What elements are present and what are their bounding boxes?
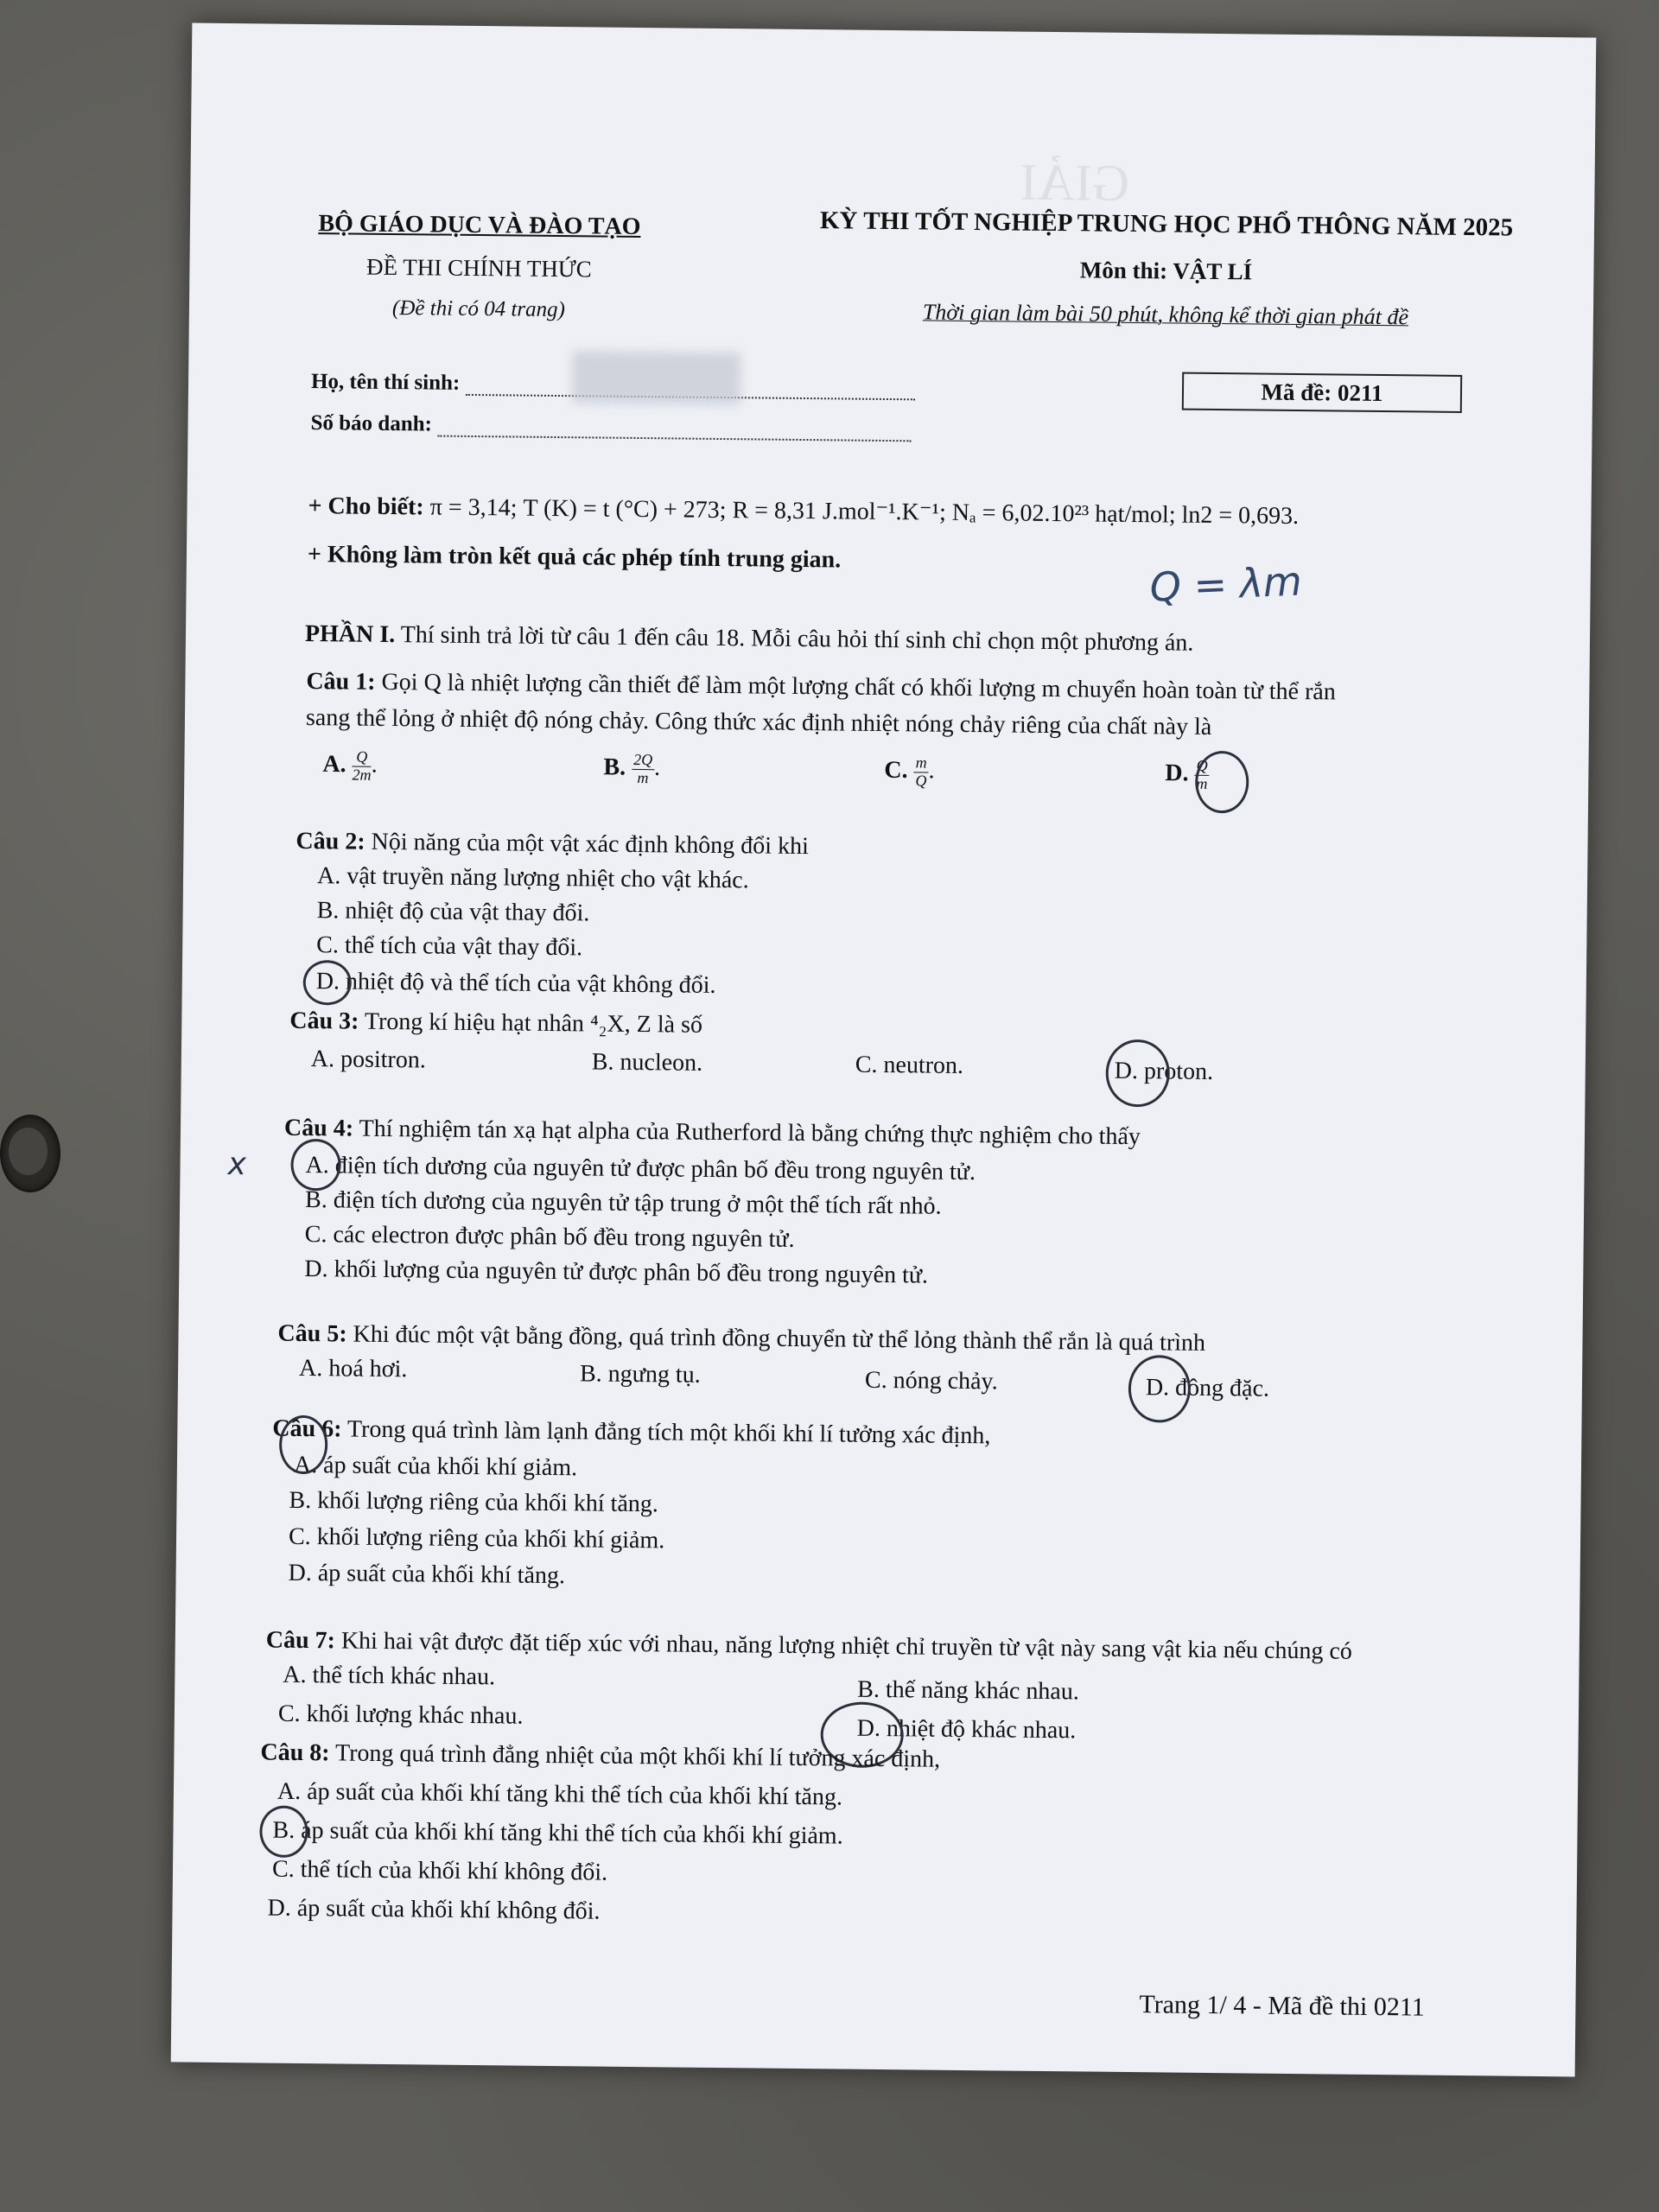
q6-option-c: C. khối lượng riêng của khối khí giảm. <box>288 1522 665 1554</box>
q4-option-d: D. khối lượng của nguyên tử được phân bố đều trong nguyên tử. <box>304 1255 929 1289</box>
q1-option-a: A. $\frac{Q}{2m}$ . <box>322 747 378 784</box>
exam-title: KỲ THI TỐT NGHIỆP TRUNG HỌC PHỔ THÔNG NĂM 2025 <box>819 207 1514 242</box>
page-footer: Trang 1/ 4 - Mã đề thi 0211 <box>1139 1990 1425 2022</box>
q3-text: Trong kí hiệu hạt nhân ⁴₂X, Z là số <box>364 1007 703 1039</box>
q3-option-a: A. positron. <box>310 1046 427 1074</box>
q3-stem <box>289 1007 702 1039</box>
q4-option-a: A. điện tích dương của nguyên tử được phân bố đều trong nguyên tử. <box>305 1152 976 1186</box>
q1-a-den: 2m <box>352 766 372 784</box>
q6-stem <box>272 1415 990 1451</box>
subject: Môn thi: VẬT LÍ <box>1079 257 1253 285</box>
ministry-name: BỘ GIÁO DỤC VÀ ĐÀO TẠO <box>318 210 641 241</box>
q4-label: Câu 4: <box>283 1114 354 1142</box>
q2-option-d: D. nhiệt độ và thể tích của vật không đổi. <box>315 968 716 999</box>
q1-a-fraction <box>352 749 371 785</box>
q8-option-b: B. áp suất của khối khí tăng khi thể tích của khối khí giảm. <box>272 1816 843 1850</box>
q4-option-c: C. các electron được phân bố đều trong nguyên tử. <box>304 1220 795 1253</box>
q7-option-c: C. khối lượng khác nhau. <box>277 1700 524 1730</box>
q1-b-den: m <box>637 768 649 786</box>
q1-text2: sang thể lỏng ở nhiệt độ nóng chảy. Công thức xác định nhiệt nóng chảy riêng của chất này là <box>305 703 1212 741</box>
q5-option-c: C. nóng chảy. <box>864 1366 998 1395</box>
q1-d-den: m <box>1196 774 1208 792</box>
q7-text: Khi hai vật được đặt tiếp xúc với nhau, năng lượng nhiệt chỉ truyền từ vật này sang vật kia nếu chúng có <box>340 1627 1353 1665</box>
q6-option-a: A. áp suất của khối khí giảm. <box>293 1451 578 1482</box>
part1-title: PHẦN I. <box>304 620 396 649</box>
name-label: Họ, tên thí sinh: <box>310 370 461 395</box>
q1-a-letter: A. <box>322 750 346 779</box>
q2-option-b: B. nhiệt độ của vật thay đổi. <box>316 897 590 927</box>
q4-text: Thí nghiệm tán xạ hạt alpha của Rutherford là bằng chứng thực nghiệm cho thấy <box>359 1115 1141 1151</box>
q1-c-den: Q <box>915 772 927 790</box>
header-right <box>742 206 1590 332</box>
handwritten-formula: Q = λm <box>1148 557 1303 611</box>
q1-label: Câu 1: <box>306 667 376 696</box>
q2-stem <box>296 828 809 861</box>
header-left <box>289 210 670 324</box>
q7-option-b: B. thế năng khác nhau. <box>857 1675 1079 1706</box>
answer-circle-q4 <box>290 1139 341 1192</box>
q5-option-d: D. đông đặc. <box>1145 1374 1270 1402</box>
official-label: ĐỀ THI CHÍNH THỨC <box>365 253 592 283</box>
given-line-2: + Không làm tròn kết quả các phép tính trung gian. <box>307 540 842 574</box>
part1-heading <box>305 620 1194 658</box>
given-label: + Cho biết: <box>308 492 424 521</box>
handwritten-x-mark: x <box>227 1147 247 1183</box>
q3-option-c: C. neutron. <box>855 1051 964 1079</box>
id-dots <box>437 435 911 442</box>
answer-circle-q1 <box>1195 751 1249 814</box>
q7-stem <box>266 1627 1352 1666</box>
q8-option-d: D. áp suất của khối khí không đổi. <box>267 1894 601 1925</box>
q1-text1: Gọi Q là nhiệt lượng cần thiết để làm một lượng chất có khối lượng m chuyển hoàn toàn từ thể rắn <box>381 668 1336 706</box>
q1-c-letter: C. <box>884 756 908 784</box>
q1-option-b: B. $\frac{2Q}{m}$ . <box>603 750 661 786</box>
q3-option-b: B. nucleon. <box>591 1048 703 1077</box>
q5-text: Khi đúc một vật bằng đồng, quá trình đồng chuyển từ thể lỏng thành thể rắn là quá trình <box>353 1320 1206 1357</box>
q1-b-fraction <box>632 752 654 787</box>
answer-circle-q5 <box>1128 1355 1192 1423</box>
q1-option-c: C. $\frac{m}{Q}$ . <box>884 753 935 790</box>
q1-a-num: Q <box>353 749 372 767</box>
given-line-1 <box>308 491 1299 531</box>
given-constants: π = 3,14; T (K) = t (°C) + 273; R = 8,31 J.mol⁻¹.K⁻¹; Nₐ = 6,02.10²³ hạt/mol; ln2 = 0,693. <box>429 493 1300 530</box>
q5-stem <box>277 1320 1205 1357</box>
time-note: Thời gian làm bài 50 phút, không kể thời gian phát đề <box>922 299 1409 330</box>
q1-d-num: Q <box>1195 758 1210 776</box>
answer-circle-q8 <box>259 1805 308 1858</box>
q1-c-num: m <box>914 754 929 772</box>
q2-option-a: A. vật truyền năng lượng nhiệt cho vật khác. <box>316 862 749 894</box>
q8-stem <box>260 1738 940 1773</box>
q8-text: Trong quá trình đẳng nhiệt của một khối khí lí tưởng xác định, <box>334 1739 941 1773</box>
answer-circle-q3 <box>1105 1039 1170 1108</box>
q8-label: Câu 8: <box>260 1738 330 1767</box>
q2-text: Nội năng của một vật xác định không đổi khi <box>371 828 809 861</box>
q1-text-line1 <box>306 668 1336 706</box>
q4-option-b: B. điện tích dương của nguyên tử tập trung ở một thể tích rất nhỏ. <box>304 1186 942 1220</box>
exam-page <box>171 23 1597 2077</box>
part1-instruction: Thí sinh trả lời từ câu 1 đến câu 18. Mỗi câu hỏi thí sinh chỉ chọn một phương án. <box>400 621 1194 657</box>
q7-label: Câu 7: <box>265 1626 336 1655</box>
q1-b-letter: B. <box>603 753 626 781</box>
q7-option-d: D. nhiệt độ khác nhau. <box>856 1714 1077 1745</box>
q3-label: Câu 3: <box>289 1007 359 1035</box>
redacted-name <box>572 351 741 404</box>
bleed-through-text: GIẢI <box>1020 153 1130 212</box>
q5-label: Câu 5: <box>277 1319 347 1348</box>
q8-option-c: C. thể tích của khối khí không đổi. <box>271 1855 608 1886</box>
q4-stem <box>284 1115 1141 1151</box>
q3-option-d: D. proton. <box>1114 1057 1214 1085</box>
q5-option-b: B. ngưng tụ. <box>579 1360 701 1389</box>
q5-option-a: A. hoá hơi. <box>298 1354 408 1383</box>
answer-circle-q2 <box>303 960 353 1006</box>
id-label: Số báo danh: <box>310 411 433 436</box>
q6-option-d: D. áp suất của khối khí tăng. <box>288 1559 566 1590</box>
q6-text: Trong quá trình làm lạnh đẳng tích một khối khí lí tưởng xác định, <box>346 1415 991 1450</box>
desk-screw-head <box>9 1128 48 1175</box>
id-field <box>310 411 911 442</box>
pages-note: (Đề thi có 04 trang) <box>391 296 566 322</box>
q2-label: Câu 2: <box>296 827 365 855</box>
exam-code-box: Mã đề: 0211 <box>1182 372 1462 413</box>
q6-option-b: B. khối lượng riêng của khối khí tăng. <box>289 1486 659 1518</box>
q1-c-fraction <box>913 754 928 790</box>
q7-option-a: A. thể tích khác nhau. <box>283 1661 496 1691</box>
q2-option-c: C. thể tích của vật thay đổi. <box>316 931 583 962</box>
q1-b-num: 2Q <box>632 752 654 770</box>
q1-d-letter: D. <box>1165 760 1189 787</box>
q6-label: Câu 6: <box>272 1414 342 1443</box>
q8-option-a: A. áp suất của khối khí tăng khi thể tích của khối khí tăng. <box>276 1777 843 1811</box>
